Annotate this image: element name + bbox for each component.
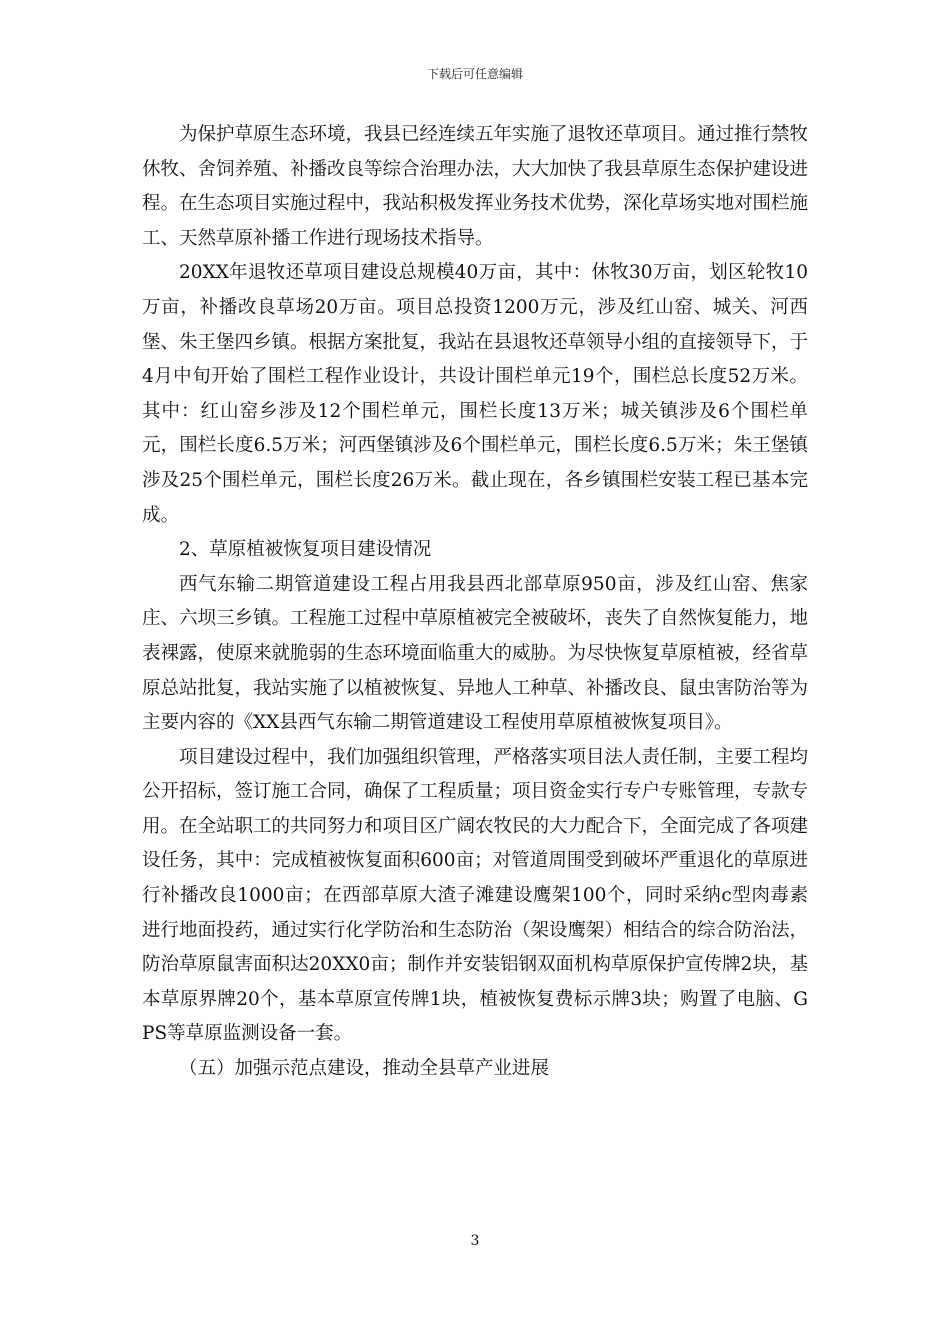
page-header: 下载后可任意编辑 [426, 67, 523, 81]
paragraph: 20XX年退牧还草项目建设总规模40万亩，其中：休牧30万亩，划区轮牧10万亩，补播改良草场20万亩。项目总投资1200万元，涉及红山窑、城关、河西堡、朱王堡四乡镇。根据方案批复，我站在县退牧还草领导小组的直接领导下，于4月中旬开始了围栏工程作业设计，共设计围栏单元19个，围栏总长度52万米。其中：红山窑乡涉及12个围栏单元，围栏长度13万米；城关镇涉及6个围栏单元，围栏长度6.5万米；河西堡镇涉及6个围栏单元，围栏长度6.5万米；朱王堡镇涉及25个围栏单元，围栏长度26万米。截止现在，各乡镇围栏安装工程已基本完成。 [142, 262, 809, 526]
section-heading: 2、草原植被恢复项目建设情况 [179, 539, 432, 561]
page-number: 3 [470, 1233, 480, 1249]
paragraph: 项目建设过程中，我们加强组织管理，严格落实项目法人责任制，主要工程均公开招标，签订施工合同，确保了工程质量；项目资金实行专户专账管理，专款专用。在全站职工的共同努力和项目区广阔农牧民的大力配合下，全面完成了各项建设任务，其中：完成植被恢复面积600亩；对管道周围受到破坏严重退化的草原进行补播改良1000亩；在西部草原大渣子滩建设鹰架100个，同时采纳c型肉毒素进行地面投药，通过实行化学防治和生态防治（架设鹰架）相结合的综合防治法，防治草原鼠害面积达20XX0亩；制作并安装铝钢双面机构草原保护宣传牌2块，基本草原界牌20个，基本草原宣传牌1块，植被恢复费标示牌3块；购置了电脑、GPS等草原监测设备一套。 [142, 746, 809, 1045]
document-body [142, 118, 808, 1087]
section-heading: （五）加强示范点建设，推动全县草产业进展 [179, 1058, 550, 1080]
paragraph: 西气东输二期管道建设工程占用我县西北部草原950亩，涉及红山窑、焦家庄、六坝三乡镇。工程施工过程中草原植被完全被破坏，丧失了自然恢复能力，地表裸露，使原来就脆弱的生态环境面临重大的威胁。为尽快恢复草原植被，经省草原总站批复，我站实施了以植被恢复、异地人工种草、补播改良、鼠虫害防治等为主要内容的《XX县西气东输二期管道建设工程使用草原植被恢复项目》。 [142, 573, 809, 734]
paragraph: 为保护草原生态环境，我县已经连续五年实施了退牧还草项目。通过推行禁牧休牧、舍饲养殖、补播改良等综合治理办法，大大加快了我县草原生态保护建设进程。在生态项目实施过程中，我站积极发挥业务技术优势，深化草场实地对围栏施工、天然草原补播工作进行现场技术指导。 [142, 124, 809, 249]
